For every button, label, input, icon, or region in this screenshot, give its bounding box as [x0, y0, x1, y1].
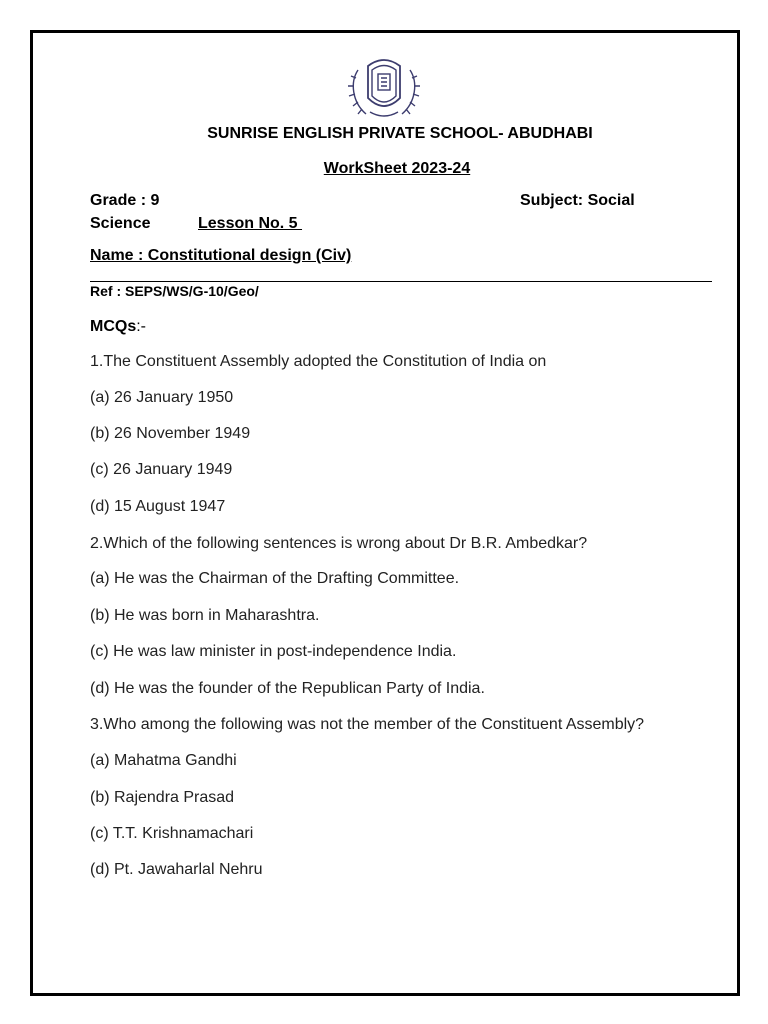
option-text: (c) 26 January 1949: [90, 461, 233, 478]
mcqs-heading-text: MCQs: [90, 318, 137, 335]
worksheet-title: WorkSheet 2023-24: [323, 160, 471, 177]
option-text: (b) 26 November 1949: [90, 425, 251, 442]
option-text: (c) He was law minister in post-independence India.: [90, 643, 457, 660]
header-divider: [90, 281, 712, 282]
mcqs-heading: [90, 318, 146, 336]
lesson-number: Lesson No. 5: [198, 215, 303, 232]
subject-continuation: Science: [90, 215, 151, 232]
school-name: SUNRISE ENGLISH PRIVATE SCHOOL- ABUDHABI: [207, 125, 593, 142]
subject-label: Subject: Social: [520, 192, 635, 209]
option-text: (d) 15 August 1947: [90, 498, 226, 515]
grade-label: Grade : 9: [90, 192, 160, 209]
option-text: (a) Mahatma Gandhi: [90, 752, 237, 769]
option-text: (d) He was the founder of the Republican Party of India.: [90, 680, 485, 697]
question-text: 1.The Constituent Assembly adopted the Constitution of India on: [90, 353, 547, 370]
school-crest-logo-icon: [344, 52, 424, 124]
mcqs-heading-suffix: :-: [136, 318, 147, 335]
question-text: 3.Who among the following was not the member of the Constituent Assembly?: [90, 716, 645, 733]
option-text: (d) Pt. Jawaharlal Nehru: [90, 861, 263, 878]
reference-code: Ref : SEPS/WS/G-10/Geo/: [90, 283, 259, 299]
option-text: (b) Rajendra Prasad: [90, 789, 235, 806]
option-text: (a) 26 January 1950: [90, 389, 234, 406]
option-text: (a) He was the Chairman of the Drafting Committee.: [90, 570, 460, 587]
option-text: (c) T.T. Krishnamachari: [90, 825, 254, 842]
option-text: (b) He was born in Maharashtra.: [90, 607, 320, 624]
chapter-name: Name : Constitutional design (Civ): [90, 247, 352, 264]
question-text: 2.Which of the following sentences is wrong about Dr B.R. Ambedkar?: [90, 535, 588, 552]
